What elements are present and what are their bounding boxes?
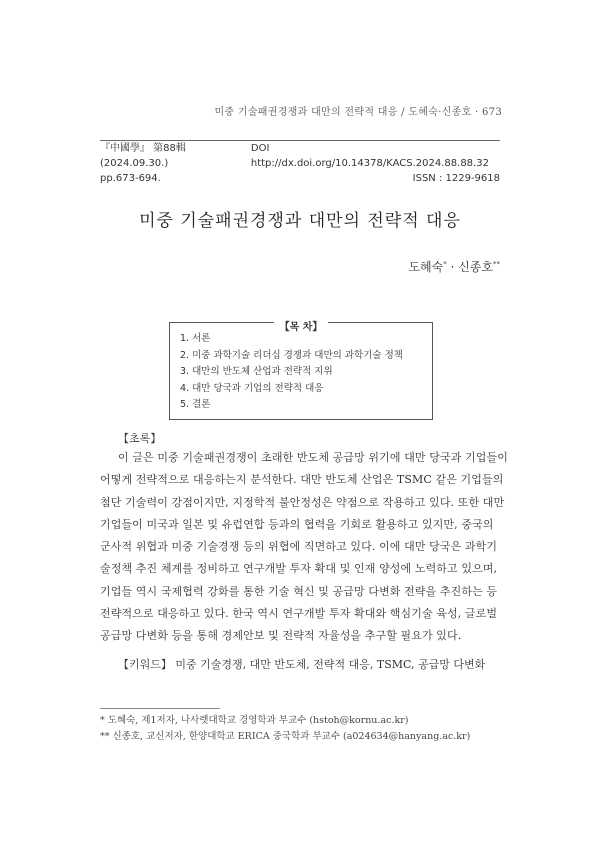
- author-2-mark: **: [493, 260, 500, 268]
- running-header: 미중 기술패권경쟁과 대만의 전략적 대응 / 도혜숙·신종호 · 673: [214, 107, 502, 118]
- author-separator: ·: [450, 260, 455, 274]
- toc-item: 2. 미중 과학기술 리더십 경쟁과 대만의 과학기술 정책: [180, 349, 403, 361]
- footnotes: [100, 713, 470, 745]
- journal-info: 『中國學』 第88輯 (2024.09.30.): [100, 143, 186, 169]
- abstract-line: 어떻게 전략적으로 대응하는지 분석한다. 대만 반도체 산업은 TSMC 같은 기업들의: [100, 473, 504, 487]
- abstract-label: 【초록】: [118, 432, 162, 445]
- doi-link[interactable]: DOI http://dx.doi.org/10.14378/KACS.2024.88.88.32: [250, 143, 489, 169]
- abstract-line: 이 글은 미중 기술패권경쟁이 초래한 반도체 공급망 위기에 대만 당국과 기업들이: [118, 451, 508, 464]
- abstract-line: 첨단 기술력이 강점이지만, 지정학적 불안정성은 약점으로 작용하고 있다. 또한 대만: [100, 495, 505, 509]
- toc-list: [180, 331, 403, 414]
- abstract-line: 공급망 다변화 등을 통해 경제안보 및 전략적 자율성을 추구할 필요가 있다.: [100, 629, 462, 643]
- abstract-line: 전략적으로 대응하고 있다. 한국 역시 연구개발 투자 확대와 핵심기술 육성, 글로벌: [100, 607, 498, 621]
- footnote-author-2: ** 신종호, 교신저자, 한양대학교 ERICA 중국학과 부교수 (a024634@hanyang.ac.kr): [100, 731, 471, 742]
- abstract-line: 군사적 위협과 미중 기술경쟁 등의 위협에 직면하고 있다. 이에 대만 당국은 과학기: [100, 540, 498, 554]
- author-2: 신종호: [458, 260, 493, 274]
- footnote-author-1: * 도혜숙, 제1저자, 나사렛대학교 경영학과 부교수 (hstoh@kornu.ac.kr): [100, 715, 409, 726]
- abstract-line: 기업들 역시 국제협력 강화를 통한 기술 혁신 및 공급망 다변화 전략을 추진하는 등: [100, 584, 498, 598]
- publication-meta: [100, 141, 500, 186]
- keywords-label: 【키워드】: [118, 658, 172, 671]
- toc-heading: 【목 차】: [274, 322, 329, 333]
- abstract-body: [100, 447, 508, 648]
- table-of-contents: [169, 322, 433, 420]
- abstract-line: 술정책 추진 체계를 정비하고 연구개발 투자 확대 및 인재 양성에 노력하고 있으며,: [100, 562, 498, 576]
- abstract-line: 기업들이 미국과 일본 및 유럽연합 등과의 협력을 기회로 활용하고 있지만, 중국의: [100, 517, 494, 531]
- toc-item: 5. 결론: [180, 399, 211, 410]
- keywords: [118, 656, 485, 672]
- paper-title: 미중 기술패권경쟁과 대만의 전략적 대응: [139, 211, 461, 231]
- toc-item: 4. 대만 당국과 기업의 전략적 대응: [180, 382, 324, 394]
- issn: ISSN : 1229-9618: [412, 173, 500, 184]
- toc-item: 3. 대만의 반도체 산업과 전략적 지위: [180, 366, 333, 377]
- authors: [408, 258, 500, 275]
- author-1: 도혜숙: [408, 260, 444, 274]
- page-range: pp.673-694.: [100, 173, 161, 184]
- footnote-divider: [100, 708, 220, 709]
- keywords-text: 미중 기술경쟁, 대만 반도체, 전략적 대응, TSMC, 공급망 다변화: [175, 658, 486, 671]
- author-1-mark: *: [443, 260, 447, 268]
- toc-item: 1. 서론: [180, 333, 211, 344]
